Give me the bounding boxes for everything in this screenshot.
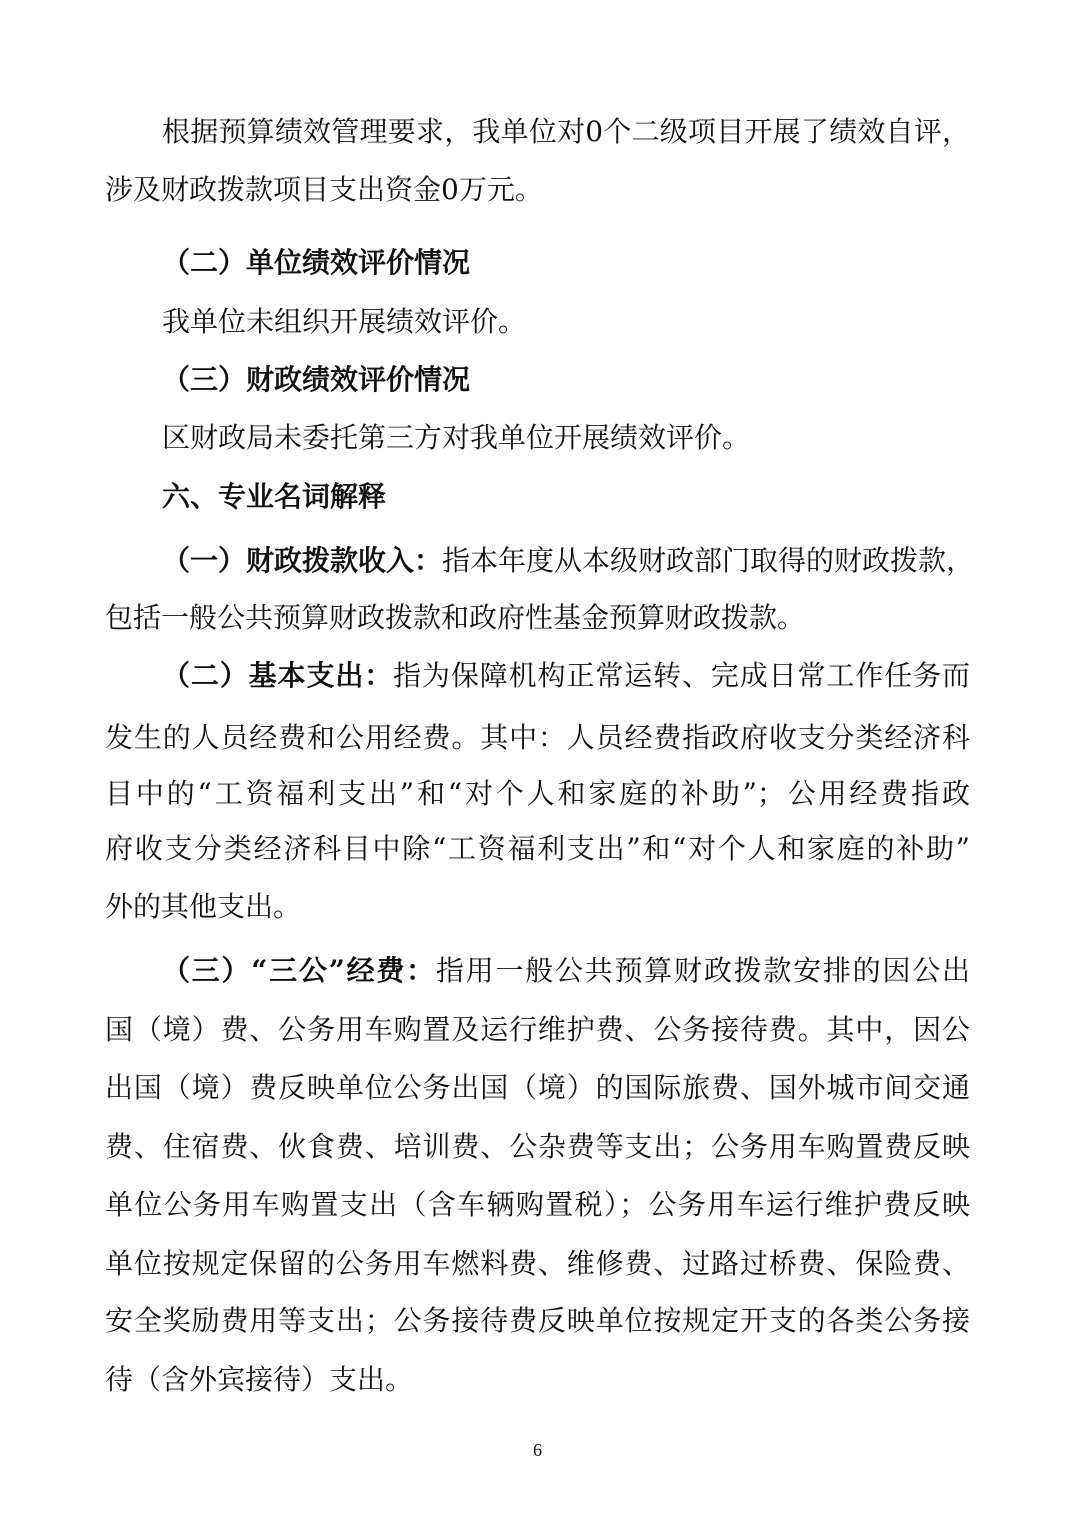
paragraph-line: 区财政局未委托第三方对我单位开展绩效评价。 [162, 421, 751, 454]
paragraph-line: 出国（境）费反映单位公务出国（境）的国际旅费、国外城市间交通 [105, 1071, 970, 1104]
definition-line [162, 951, 970, 991]
paragraph-line: 国（境）费、公务用车购置及运行维护费、公务接待费。其中，因公 [105, 1013, 970, 1046]
paragraph-line: 我单位未组织开展绩效评价。 [162, 305, 527, 338]
paragraph-line: 目中的“工资福利支出”和“对个人和家庭的补助”；公用经费指政 [105, 777, 970, 810]
subsection-heading: （三）财政绩效评价情况 [162, 363, 471, 396]
definition-term: （三）“三公”经费： [162, 954, 436, 987]
paragraph-line: 单位按规定保留的公务用车燃料费、维修费、过路过桥费、保险费、 [105, 1247, 970, 1280]
paragraph-line: 费、住宿费、伙食费、培训费、公杂费等支出；公务用车购置费反映 [105, 1130, 970, 1163]
subsection-heading: （二）单位绩效评价情况 [162, 246, 471, 279]
paragraph-line: 涉及财政拨款项目支出资金0万元。 [105, 173, 543, 206]
definition-term: （一）财政拨款收入： [162, 544, 443, 577]
definition-text: 指用一般公共预算财政拨款安排的因公出 [435, 954, 970, 987]
paragraph-line: 单位公务用车购置支出（含车辆购置税）；公务用车运行维护费反映 [105, 1188, 970, 1221]
paragraph-line: 外的其他支出。 [105, 890, 302, 923]
paragraph-line: 府收支分类经济科目中除“工资福利支出”和“对个人和家庭的补助” [105, 832, 970, 865]
paragraph-line: 安全奖励费用等支出；公务接待费反映单位按规定开支的各类公务接 [105, 1304, 970, 1337]
page-number: 6 [533, 1440, 542, 1460]
definition-text: 指为保障机构正常运转、完成日常工作任务而 [393, 659, 970, 692]
paragraph-line: 包括一般公共预算财政拨款和政府性基金预算财政拨款。 [105, 601, 806, 634]
paragraph-line: 根据预算绩效管理要求，我单位对0个二级项目开展了绩效自评， [162, 115, 970, 148]
definition-text: 指本年度从本级财政部门取得的财政拨款， [442, 544, 975, 577]
definition-line [162, 541, 975, 581]
definition-line [162, 656, 970, 696]
section-heading: 六、专业名词解释 [162, 480, 387, 513]
definition-term: （二）基本支出： [162, 659, 394, 692]
paragraph-line: 待（含外宾接待）支出。 [105, 1363, 414, 1396]
paragraph-line: 发生的人员经费和公用经费。其中：人员经费指政府收支分类经济科 [105, 721, 970, 754]
